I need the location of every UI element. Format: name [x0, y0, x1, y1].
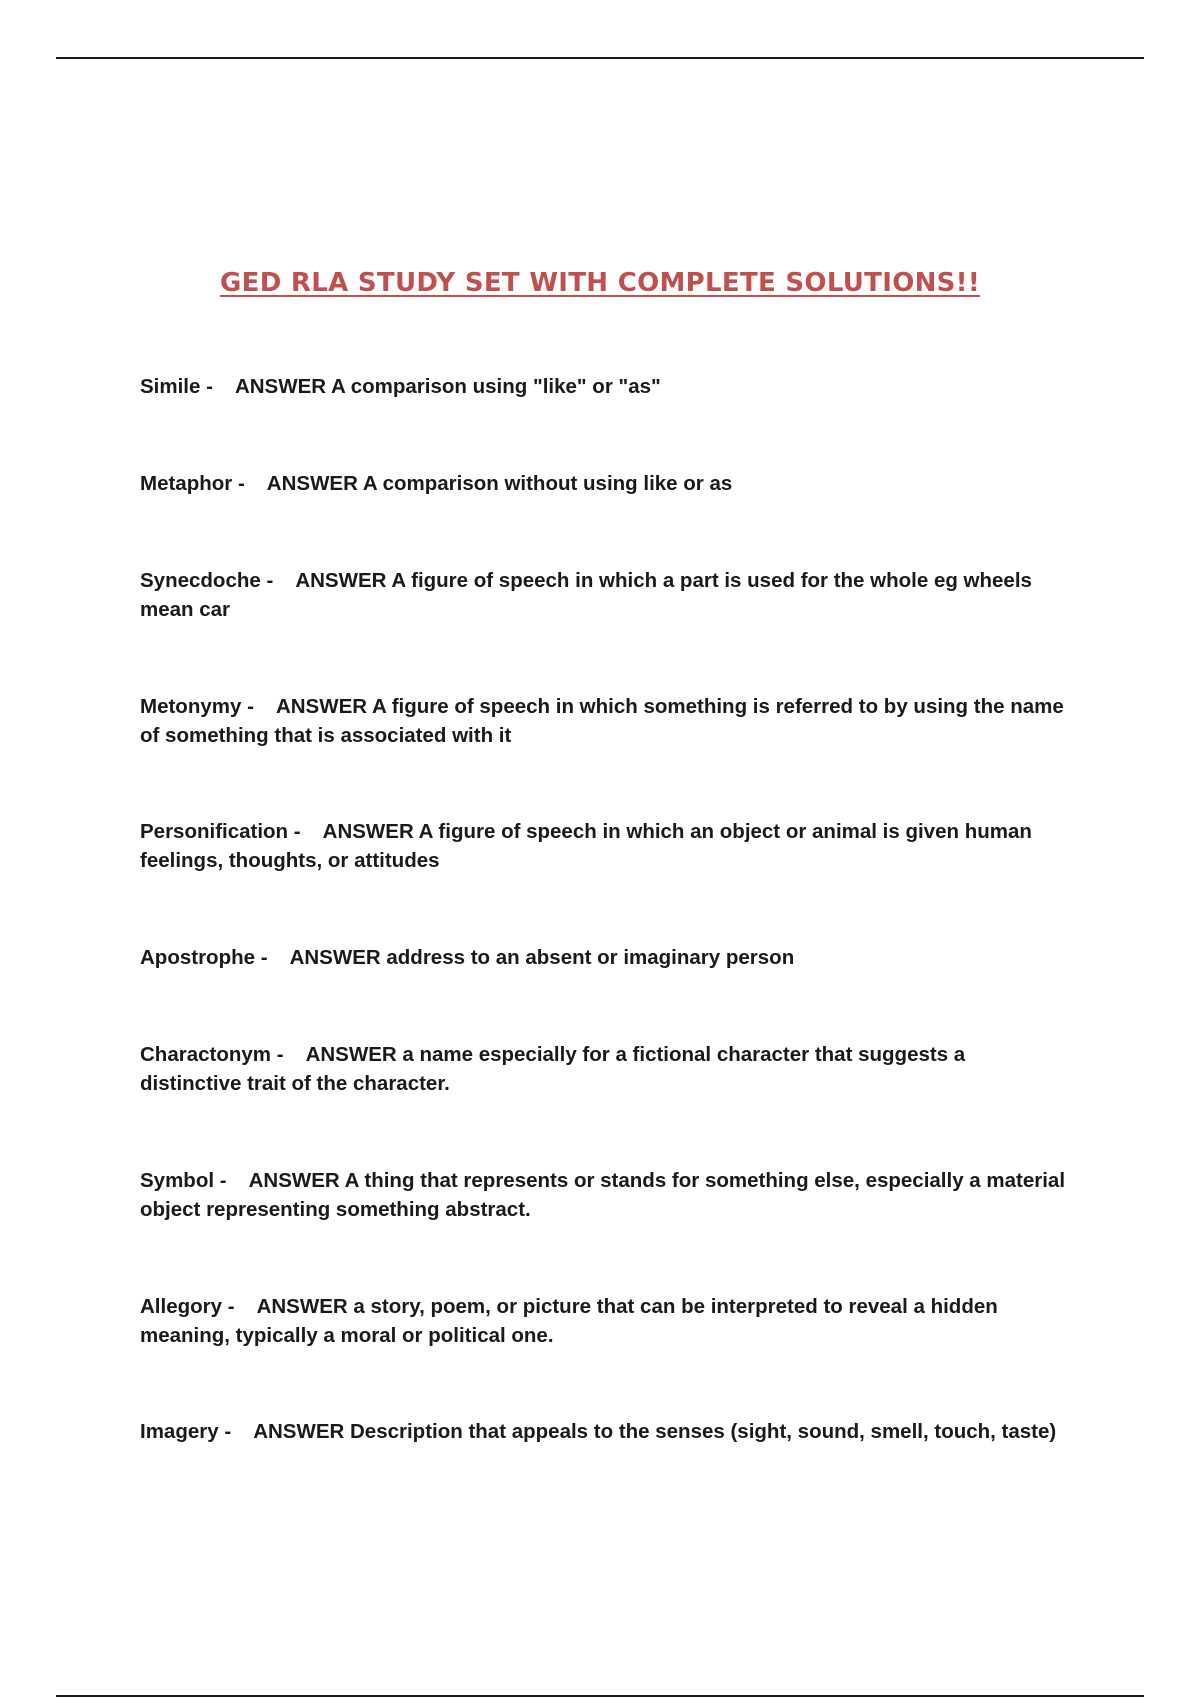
glossary-entry	[140, 1166, 1070, 1224]
entry-answer: ANSWER a name especially for a fictional character that suggests a distinctive trait of the character.	[140, 1043, 966, 1095]
glossary-entry	[140, 566, 1070, 624]
glossary-entry	[140, 1292, 1070, 1350]
entry-separator: -	[218, 1420, 254, 1443]
entry-answer: ANSWER A comparison using "like" or "as"	[234, 375, 661, 398]
entry-separator: -	[200, 375, 235, 398]
entry-answer: ANSWER A figure of speech in which an object or animal is given human feelings, thoughts, or attitudes	[140, 820, 1032, 872]
entry-separator: -	[232, 472, 267, 495]
entry-answer: ANSWER A thing that represents or stands for something else, especially a material object representing something abstract.	[140, 1169, 1066, 1221]
entry-term: Synecdoche	[140, 569, 261, 592]
entry-term: Personification	[140, 820, 289, 843]
entry-term: Allegory	[140, 1295, 223, 1318]
bottom-rule	[56, 1695, 1144, 1697]
entry-term: Symbol	[140, 1169, 215, 1192]
entry-separator: -	[260, 569, 296, 592]
glossary-entry	[140, 372, 1070, 401]
entry-term: Simile	[140, 375, 201, 398]
entry-separator: -	[241, 695, 276, 718]
entry-term: Imagery	[140, 1420, 219, 1443]
entry-answer: ANSWER A comparison without using like or as	[266, 472, 733, 495]
top-rule	[56, 57, 1144, 59]
glossary-entry	[140, 817, 1070, 875]
entry-separator: -	[222, 1295, 257, 1318]
glossary-entry	[140, 469, 1070, 498]
glossary-entry	[140, 943, 1070, 972]
document-title: GED RLA STUDY SET WITH COMPLETE SOLUTIONS!!	[220, 268, 980, 298]
glossary-entry	[140, 1417, 1070, 1446]
entry-term: Apostrophe	[140, 946, 256, 969]
glossary-entry	[140, 692, 1070, 750]
entry-answer: ANSWER A figure of speech in which something is referred to by using the name of something that is associated with it	[140, 695, 1064, 747]
entry-separator: -	[288, 820, 323, 843]
entry-separator: -	[255, 946, 290, 969]
entry-answer: ANSWER A figure of speech in which a part is used for the whole eg wheels mean car	[140, 569, 1032, 621]
entry-answer: ANSWER a story, poem, or picture that can be interpreted to reveal a hidden meaning, typically a moral or political one.	[140, 1295, 998, 1347]
entry-separator: -	[271, 1043, 306, 1066]
glossary-entry	[140, 1040, 1070, 1098]
entry-term: Metonymy	[140, 695, 242, 718]
entry-term: Charactonym	[140, 1043, 272, 1066]
entry-term: Metaphor	[140, 472, 233, 495]
entry-answer: ANSWER Description that appeals to the senses (sight, sound, smell, touch, taste)	[253, 1420, 1057, 1443]
entry-answer: ANSWER address to an absent or imaginary person	[289, 946, 795, 969]
entry-separator: -	[214, 1169, 249, 1192]
